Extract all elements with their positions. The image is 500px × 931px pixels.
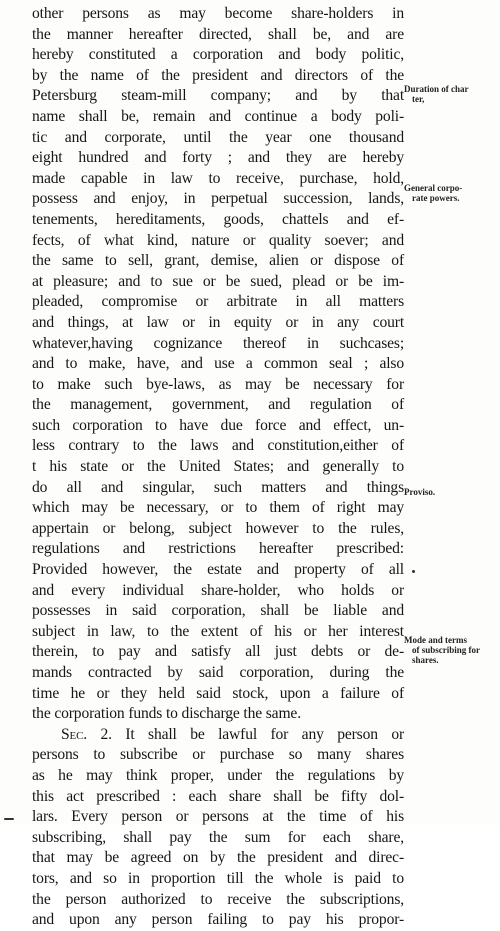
note-line: shares. xyxy=(412,655,439,665)
text-line: that may be agreed on by the president and direc- xyxy=(32,849,404,867)
text-line: the person authorized to receive the subscriptions, xyxy=(32,890,404,908)
note-line: of subscribing for xyxy=(412,645,481,655)
text-line: this act prescribed : each share shall be fifty dol- xyxy=(32,787,404,805)
text-line: appertain or belong, subject however to the rules, xyxy=(32,519,404,537)
text-line: subject in law, to the extent of his or her interest xyxy=(32,622,404,640)
text-line: eight hundred and forty ; and they are hereby xyxy=(32,149,404,167)
section-first-line xyxy=(32,725,404,746)
text-line: possess and enjoy, in perpetual succession, lands, xyxy=(32,190,404,208)
text-line: subscribing, shall pay the sum for each share, xyxy=(32,828,404,846)
text-line: at pleasure; and to sue or be sued, plead or be im- xyxy=(32,272,404,290)
text-line: do all and singular, such matters and things xyxy=(32,478,404,496)
note-line: rate powers. xyxy=(412,193,460,203)
margin-note-mode-of-subscribing xyxy=(404,635,496,665)
note-line: Duration of char xyxy=(404,84,469,94)
text-line: tenements, hereditaments, goods, chattels and ef- xyxy=(32,210,404,228)
text-line: regulations and restrictions hereafter prescribed: xyxy=(32,540,404,558)
text-line: less contrary to the laws and constitution,either of xyxy=(32,437,404,455)
text-line: such corporation to have due force and effect, un- xyxy=(32,416,404,434)
text-line: the same to sell, grant, demise, alien or dispose of xyxy=(32,252,404,270)
ink-speck xyxy=(412,570,415,573)
text-line: fects, of what kind, nature or quality soever; and xyxy=(32,231,404,249)
text-line: as he may think proper, under the regulations by xyxy=(32,766,404,784)
text-line: pleaded, compromise or arbitrate in all matters xyxy=(32,293,404,311)
section-text: It shall be lawful for any person or xyxy=(125,725,405,743)
note-line: Proviso. xyxy=(404,487,436,497)
note-line: Mode and terms xyxy=(404,635,467,645)
text-line: time he or they held said stock, upon a failure of xyxy=(32,684,404,702)
text-line: mands contracted by said corporation, during the xyxy=(32,664,404,681)
text-line: the management, government, and regulation of xyxy=(32,396,404,414)
text-line: by the name of the president and directors of the xyxy=(32,66,404,84)
text-line: made capable in law to receive, purchase, hold, xyxy=(32,169,404,187)
text-line: and things, at law or in equity or in any court xyxy=(32,313,404,331)
margin-note-duration xyxy=(404,84,496,104)
ink-speck xyxy=(4,818,14,820)
text-line: and to make, have, and use a common seal ; also xyxy=(32,355,404,373)
text-line: hereby constituted a corporation and body politic, xyxy=(32,46,404,64)
text-line: lars. Every person or persons at the time of his xyxy=(32,808,404,826)
text-line: Petersburg steam-mill company; and by that xyxy=(32,87,404,105)
text-line: and every individual share-holder, who holds or xyxy=(32,581,404,599)
text-line: the manner hereafter directed, shall be, and are xyxy=(32,25,404,43)
section-label: Sec. 2. xyxy=(61,725,112,743)
text-line: tors, and so in proportion till the whole is paid to xyxy=(32,869,404,887)
text-line: possesses in said corporation, shall be liable and xyxy=(32,602,404,620)
text-line: tic and corporate, until the year one thousand xyxy=(32,128,404,146)
text-line: t his state or the United States; and generally to xyxy=(32,458,404,476)
text-line: whatever,having cognizance thereof in suchcases; xyxy=(32,334,404,352)
main-text-column xyxy=(32,4,404,931)
text-line: therein, to pay and satisfy all just debts or de- xyxy=(32,643,404,661)
text-line: the corporation funds to discharge the same. xyxy=(32,705,301,723)
text-line: other persons as may become share-holders in xyxy=(32,5,404,22)
text-line: which may be necessary, or to them of right may xyxy=(32,499,404,517)
margin-note-proviso xyxy=(404,487,496,497)
note-line: General corpo- xyxy=(404,183,463,193)
note-line: ter, xyxy=(412,94,425,104)
text-line: and upon any person failing to pay his propor- xyxy=(32,911,404,929)
margin-note-general-powers xyxy=(404,183,496,203)
text-line: Provided however, the estate and property of all xyxy=(32,561,404,579)
text-line: name shall be, remain and continue a body poli- xyxy=(32,107,404,125)
text-line: to make such bye-laws, as may be necessary for xyxy=(32,375,404,393)
text-line: persons to subscribe or purchase so many shares xyxy=(32,746,404,764)
